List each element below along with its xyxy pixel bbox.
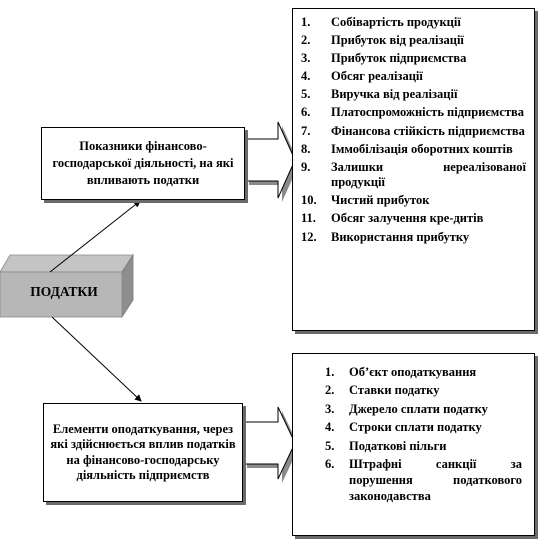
list-item: 8. Іммобілізація оборотних коштів [301, 141, 513, 156]
list-item: 2. Прибуток від реалізації [301, 33, 464, 48]
center-node-label: ПОДАТКИ [30, 284, 98, 299]
block-arrow-bottom [243, 407, 299, 483]
indicators-box [41, 127, 245, 200]
list-item: 1. Собівартість продукції [301, 15, 461, 29]
elements-box [43, 403, 243, 502]
list-item: 5. Виручка від реалізації [301, 87, 458, 102]
list-item: 4. Строки сплати податку [325, 420, 482, 435]
list-item: 12. Використання прибутку [301, 229, 470, 244]
list-item: 6. Платоспроможність підприємства [301, 105, 525, 120]
elements-list [293, 354, 534, 504]
list-item: 2. Ставки податку [325, 383, 440, 398]
list-item: 4. Обсяг реалізації [301, 69, 423, 84]
list-item: 3. Джерело сплати податку [325, 401, 488, 416]
list-item: 1. Об’єкт оподаткування [325, 365, 477, 379]
elements-box-text: Елементи оподаткування, через які здійснюється вплив податків на фінансово-господарську діяльність підприємств [50, 421, 236, 482]
list-item: 6. Штрафні санкції за порушення податкового законодавства [325, 456, 522, 503]
list-item: 11. Обсяг залучення кре-дитів [301, 211, 484, 226]
indicators-list [293, 9, 534, 245]
list-item: 3. Прибуток підприємства [301, 51, 467, 66]
list-item: 9. Залишки нереалізованої продукції [301, 159, 526, 190]
list-item: 7. Фінансова стійкість підприємства [301, 123, 525, 138]
indicators-list-box [292, 8, 535, 331]
block-arrow-top [245, 122, 299, 202]
list-item: 5. Податкові пільги [325, 438, 447, 453]
arrow-to-elements [52, 317, 141, 401]
list-item: 10. Чистий прибуток [301, 193, 430, 208]
elements-list-box [292, 353, 535, 536]
indicators-box-text: Показники фінансово-господарської діяльності, на які впливають податки [52, 139, 234, 187]
